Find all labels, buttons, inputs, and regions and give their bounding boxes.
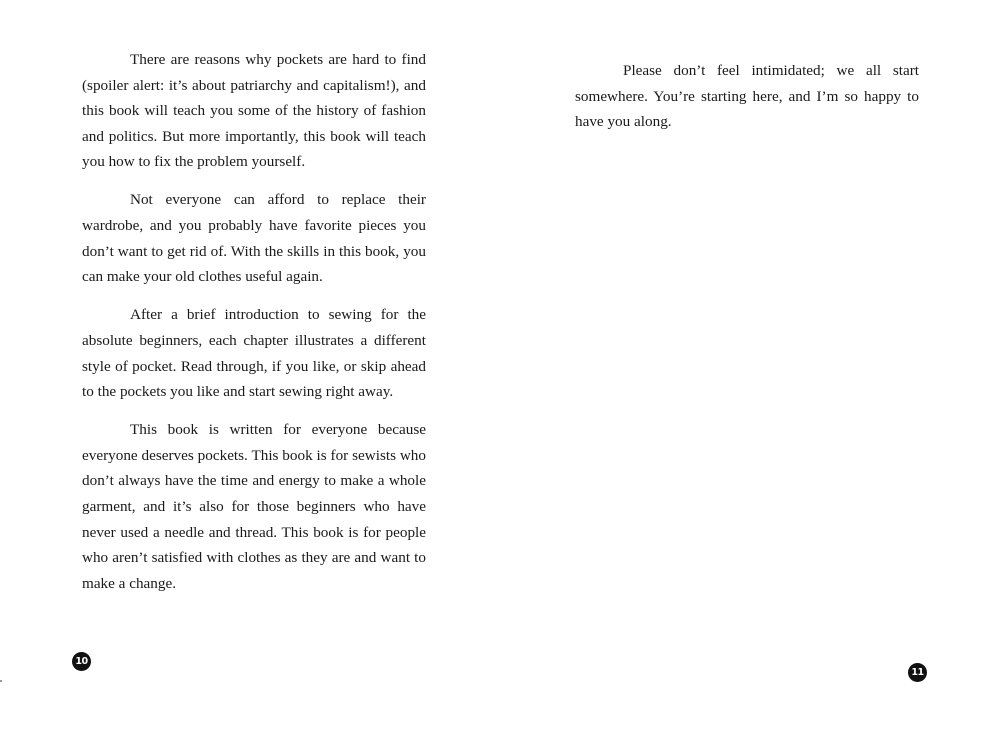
page-number-badge: 11 <box>908 663 927 682</box>
left-page-body <box>82 47 426 609</box>
edge-mark <box>0 680 2 682</box>
right-page <box>500 0 1000 730</box>
right-page-body <box>575 58 919 147</box>
paragraph: This book is written for everyone because everyone deserves pockets. This book is for sewists who don’t always have the time and energy to make a whole garment, and it’s also for those beginners who have never used a needle and thread. This book is for people who aren’t satisfied with clothes as they are and want to make a change. <box>82 421 426 592</box>
paragraph: There are reasons why pockets are hard to find (spoiler alert: it’s about patriarchy and capitalism!), and this book will teach you some of the history of fashion and politics. But more importantly, this book will teach you how to fix the problem yourself. <box>82 51 426 171</box>
paragraph: Not everyone can afford to replace their wardrobe, and you probably have favorite pieces you don’t want to get rid of. With the skills in this book, you can make your old clothes useful again. <box>82 191 426 286</box>
page-number-badge: 10 <box>72 652 91 671</box>
paragraph: After a brief introduction to sewing for the absolute beginners, each chapter illustrates a different style of pocket. Read through, if you like, or skip ahead to the pockets you like and start sewing right away. <box>82 306 426 401</box>
paragraph: Please don’t feel intimidated; we all start somewhere. You’re starting here, and I’m so happy to have you along. <box>575 62 919 131</box>
